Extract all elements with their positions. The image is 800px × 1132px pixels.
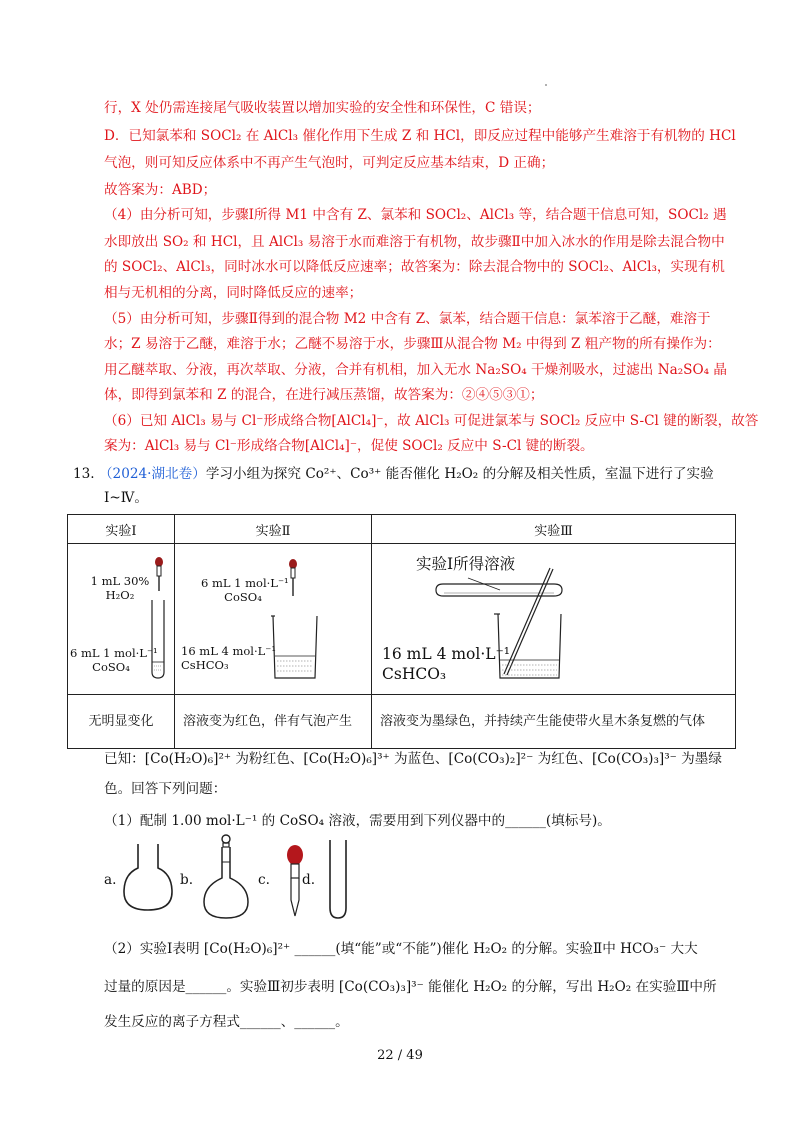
known-info-line-2: 色。回答下列问题：	[104, 781, 227, 797]
answer-line-14: 案为：AlCl₃ 易与 Cl⁻形成络合物[AlCl₄]⁻，促使 SOCl₂ 反应中 S-Cl 键的断裂。	[104, 438, 594, 454]
option-b-label: b.	[180, 872, 194, 888]
question-stem: 学习小组为探究 Co²⁺、Co³⁺ 能否催化 H₂O₂ 的分解及相关性质，室温下进行了实验	[205, 466, 714, 482]
option-c-label: c.	[258, 872, 270, 888]
test-tube-icon	[326, 838, 350, 922]
speck	[545, 84, 547, 86]
answer-line-13: （6）已知 AlCl₃ 易与 Cl⁻形成络合物[AlCl₄]⁻，故 AlCl₃ 可促进氯苯与 SOCl₂ 反应中 S-Cl 键的断裂，故答	[104, 413, 759, 429]
part-2-question-line-1: （2）实验Ⅰ表明 [Co(H₂O)₆]²⁺ ______(填“能”或“不能”)催化 H₂O₂ 的分解。实验Ⅱ中 HCO₃⁻ 大大	[104, 941, 698, 957]
answer-line-10: 水；Z 易溶于乙醚，难溶于水；乙醚不易溶于水，步骤Ⅲ从混合物 M₂ 中得到 Z 粗产物的所有操作为：	[104, 336, 721, 352]
known-info-line-1: 已知：[Co(H₂O)₆]²⁺ 为粉红色、[Co(H₂O)₆]³⁺ 为蓝色、[Co(CO₃)₂]²⁻ 为红色、[Co(CO₃)₃]³⁻ 为墨绿	[104, 751, 722, 767]
experiment-table	[67, 514, 736, 749]
result-exp-1: 无明显变化	[68, 695, 175, 749]
exp1-h2o2-label: 1 mL 30% H₂O₂	[90, 574, 150, 602]
answer-line-7: 的 SOCl₂、AlCl₃，同时冰水可以降低反应速率；故答案为：除去混合物中的 SOCl₂、AlCl₃，实现有机	[104, 259, 725, 275]
answer-line-9: （5）由分析可知，步骤Ⅱ得到的混合物 M2 中含有 Z、氯苯，结合题干信息：氯苯溶于乙醚，难溶于	[104, 311, 711, 327]
header-exp-2: 实验Ⅱ	[175, 515, 372, 544]
answer-line-5: （4）由分析可知，步骤Ⅰ所得 M1 中含有 Z、氯苯和 SOCl₂、AlCl₃ 等，结合题干信息可知，SOCl₂ 遇	[104, 207, 727, 223]
answer-line-3: 气泡，则可知反应体系中不再产生气泡时，可判定反应基本结束，D 正确；	[104, 155, 555, 171]
result-exp-3: 溶液变为墨绿色，并持续产生能使带火星木条复燃的气体	[372, 695, 736, 749]
part-1-question: （1）配制 1.00 mol·L⁻¹ 的 CoSO₄ 溶液，需要用到下列仪器中的______(填标号)。	[104, 813, 611, 829]
question-13-line-1	[73, 464, 714, 484]
header-exp-1: 实验Ⅰ	[68, 515, 175, 544]
page-number: 22 / 49	[377, 1048, 423, 1063]
answer-line-4: 故答案为：ABD；	[104, 182, 217, 198]
exp2-cshco3-label: 16 mL 4 mol·L⁻¹ CsHCO₃	[181, 644, 276, 672]
answer-line-8: 相与无机相的分离，同时降低反应的速率；	[104, 285, 363, 301]
part-2-question-line-2: 过量的原因是______。实验Ⅲ初步表明 [Co(CO₃)₃]³⁻ 能催化 H₂O₂ 的分解，写出 H₂O₂ 在实验Ⅲ中所	[104, 979, 717, 995]
exp1-coso4-label: 6 mL 1 mol·L⁻¹ CoSO₄	[70, 646, 158, 674]
question-13-line-2: Ⅰ~Ⅳ。	[104, 490, 148, 506]
exp3-solution-label: 实验Ⅰ所得溶液	[416, 555, 516, 573]
volumetric-flask-icon	[198, 832, 254, 922]
exp2-coso4-label: 6 mL 1 mol·L⁻¹ CoSO₄	[201, 576, 289, 604]
figure-exp-1	[68, 544, 175, 695]
answer-line-11: 用乙醚萃取、分液，再次萃取、分液，合并有机相，加入无水 Na₂SO₄ 干燥剂吸水，过滤出 Na₂SO₄ 晶	[104, 362, 727, 378]
table-figure-row	[68, 544, 736, 695]
part-2-question-line-3: 发生反应的离子方程式______、______。	[104, 1014, 349, 1030]
figure-exp-3	[372, 544, 736, 695]
table-result-row	[68, 695, 736, 749]
header-exp-3: 实验Ⅲ	[372, 515, 736, 544]
answer-line-2: D．已知氯苯和 SOCl₂ 在 AlCl₃ 催化作用下生成 Z 和 HCl，即反应过程中能够产生难溶于有机物的 HCl	[104, 128, 736, 144]
option-d-label: d.	[302, 872, 316, 888]
result-exp-2: 溶液变为红色，伴有气泡产生	[175, 695, 372, 749]
figure-exp-2	[175, 544, 372, 695]
table-header-row	[68, 515, 736, 544]
question-source: （2024·湖北卷）	[98, 466, 206, 482]
round-flask-icon	[118, 840, 178, 920]
question-number: 13.	[73, 466, 95, 482]
answer-line-6: 水即放出 SO₂ 和 HCl，且 AlCl₃ 易溶于水而难溶于有机物，故步骤Ⅱ中加入冰水的作用是除去混合物中	[104, 234, 725, 250]
answer-line-1: 行，X 处仍需连接尾气吸收装置以增加实验的安全性和环保性，C 错误；	[104, 100, 541, 116]
answer-line-12: 体，即得到氯苯和 Z 的混合，在进行减压蒸馏，故答案为：②④⑤③①；	[104, 387, 544, 403]
option-a-label: a.	[104, 872, 117, 888]
exp3-cshco3-label: 16 mL 4 mol·L⁻¹ CsHCO₃	[382, 645, 510, 683]
